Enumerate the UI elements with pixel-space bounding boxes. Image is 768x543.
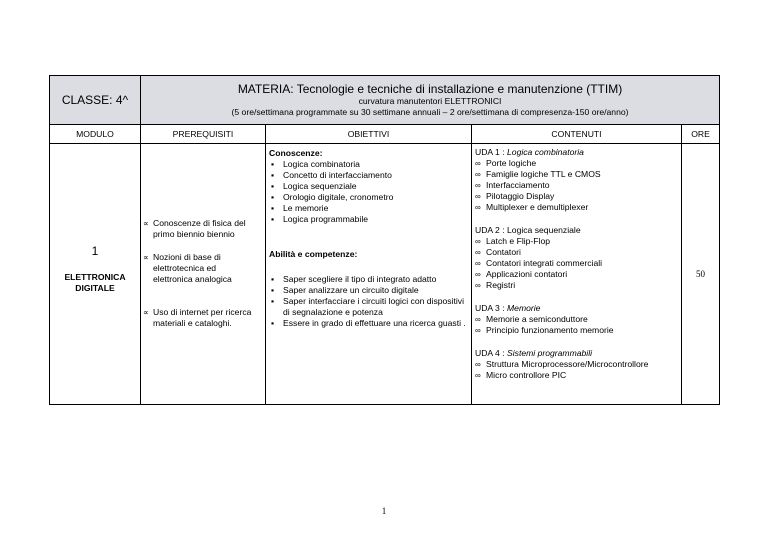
- conoscenze-title: Conoscenze:: [269, 148, 323, 158]
- modulo-cell: [50, 144, 141, 405]
- uda-list: [475, 314, 678, 336]
- list-item: [475, 325, 678, 336]
- list-item-text: Principio funzionamento memorie: [486, 325, 614, 335]
- uda-separator: :: [499, 348, 508, 358]
- list-item: [269, 285, 468, 296]
- list-item: [475, 247, 678, 258]
- prerequisite-item: [143, 307, 263, 329]
- uda-separator: :: [499, 147, 508, 157]
- list-item: [475, 158, 678, 169]
- list-item: [475, 180, 678, 191]
- list-item-text: Orologio digitale, cronometro: [283, 192, 394, 202]
- prerequisite-line: Conoscenze di fisica del: [153, 218, 246, 228]
- prerequisite-item: [143, 252, 263, 285]
- list-item-text: Struttura Microprocessore/Microcontrollore: [486, 359, 649, 369]
- prerequisite-line: elettronica analogica: [153, 274, 232, 284]
- infinity-bullet-icon: ∞: [475, 360, 481, 369]
- materia-title: MATERIA: Tecnologie e tecniche di installazione e manutenzione (TTIM): [237, 82, 623, 96]
- column-header-modulo: MODULO: [50, 125, 141, 144]
- square-bullet-icon: ▪: [271, 203, 275, 213]
- list-item: [475, 314, 678, 325]
- infinity-bullet-icon: ∞: [475, 326, 481, 335]
- list-item: [269, 192, 468, 203]
- infinity-bullet-icon: ∞: [475, 270, 481, 279]
- uda-block: [475, 348, 678, 381]
- prerequisite-item: [143, 218, 263, 240]
- square-bullet-icon: ▪: [271, 192, 275, 202]
- list-item-text: Logica programmabile: [283, 214, 369, 224]
- list-item: [475, 258, 678, 269]
- uda-topic: Logica sequenziale: [507, 225, 581, 235]
- list-item: [475, 359, 678, 370]
- square-bullet-icon: ▪: [271, 170, 275, 180]
- list-item-text: Contatori integrati commerciali: [486, 258, 603, 268]
- column-header-prerequisiti: PREREQUISITI: [141, 125, 266, 144]
- obiettivi-cell: [266, 144, 472, 405]
- list-item-text: Saper analizzare un circuito digitale: [283, 285, 419, 295]
- uda-separator: :: [499, 225, 508, 235]
- conoscenze-list: [269, 159, 468, 225]
- list-item: [269, 274, 468, 285]
- infinity-bullet-icon: ∞: [475, 159, 481, 168]
- infinity-bullet-icon: ∞: [475, 203, 481, 212]
- list-item: [269, 181, 468, 192]
- module-number: 1: [91, 244, 99, 258]
- proportional-icon: ∝: [143, 219, 149, 228]
- square-bullet-icon: ▪: [271, 296, 275, 306]
- materia-cell: [141, 76, 720, 125]
- infinity-bullet-icon: ∞: [475, 259, 481, 268]
- column-header-ore: ORE: [682, 125, 720, 144]
- module-name: [50, 272, 140, 294]
- uda-topic: Logica combinatoria: [507, 147, 584, 157]
- infinity-bullet-icon: ∞: [475, 371, 481, 380]
- list-item: [475, 269, 678, 280]
- uda-topic: Sistemi programmabili: [507, 348, 593, 358]
- prerequisiti-cell: [141, 144, 266, 405]
- list-item: [269, 170, 468, 181]
- prerequisite-line: Uso di internet per ricerca: [153, 307, 252, 317]
- ore-value: 50: [696, 269, 706, 279]
- list-item-text: Porte logiche: [486, 158, 537, 168]
- list-item-text: Essere in grado di effettuare una ricerca guasti .: [283, 318, 466, 328]
- prerequisite-line: elettrotecnica ed: [153, 263, 217, 273]
- list-item-text: Memorie a semiconduttore: [486, 314, 588, 324]
- module-name-line: DIGITALE: [75, 283, 115, 293]
- square-bullet-icon: ▪: [271, 159, 275, 169]
- list-item: [475, 370, 678, 381]
- list-item-text: Registri: [486, 280, 516, 290]
- list-item: [475, 202, 678, 213]
- infinity-bullet-icon: ∞: [475, 315, 481, 324]
- list-item-text: Pilotaggio Display: [486, 191, 555, 201]
- proportional-icon: ∝: [143, 253, 149, 262]
- uda-label: UDA 3: [475, 303, 500, 313]
- uda-block: [475, 147, 678, 213]
- prerequisite-line: primo biennio biennio: [153, 229, 235, 239]
- ore-info-text: (5 ore/settimana programmate su 30 settimane annuali – 2 ore/settimana di compresenza-150 ore/anno): [231, 107, 629, 117]
- list-item: [475, 236, 678, 247]
- classe-label: CLASSE: 4^: [61, 93, 129, 107]
- uda-heading: [475, 225, 678, 236]
- abilita-title: Abilità e competenze:: [269, 249, 358, 259]
- column-header-contenuti: CONTENUTI: [472, 125, 682, 144]
- list-item-text: Logica combinatoria: [283, 159, 360, 169]
- infinity-bullet-icon: ∞: [475, 170, 481, 179]
- prerequisite-line: materiali e cataloghi.: [153, 318, 232, 328]
- list-item-text: Saper interfacciare i circuiti logici con dispositivi di segnalazione e potenza: [283, 296, 465, 317]
- uda-heading: [475, 348, 678, 359]
- list-item-text: Micro controllore PIC: [486, 370, 567, 380]
- list-item: [269, 214, 468, 225]
- uda-topic: Memorie: [507, 303, 541, 313]
- list-item: [269, 159, 468, 170]
- infinity-bullet-icon: ∞: [475, 281, 481, 290]
- module-name-line: ELETTRONICA: [64, 272, 126, 282]
- infinity-bullet-icon: ∞: [475, 192, 481, 201]
- uda-list: [475, 359, 678, 381]
- list-item: [475, 169, 678, 180]
- uda-block: [475, 303, 678, 336]
- ore-cell: [682, 144, 720, 405]
- list-item: [475, 191, 678, 202]
- square-bullet-icon: ▪: [271, 181, 275, 191]
- list-item: [475, 280, 678, 291]
- header-row: [50, 76, 720, 125]
- list-item-text: Concetto di interfacciamento: [283, 170, 392, 180]
- list-item-text: Contatori: [486, 247, 521, 257]
- square-bullet-icon: ▪: [271, 274, 275, 284]
- page-number: 1: [381, 506, 387, 516]
- column-header-row: [50, 125, 720, 144]
- list-item-text: Applicazioni contatori: [486, 269, 568, 279]
- uda-label: UDA 4: [475, 348, 500, 358]
- uda-separator: :: [499, 303, 508, 313]
- proportional-icon: ∝: [143, 308, 149, 317]
- square-bullet-icon: ▪: [271, 285, 275, 295]
- uda-label: UDA 1: [475, 147, 500, 157]
- square-bullet-icon: ▪: [271, 318, 275, 328]
- list-item-text: Le memorie: [283, 203, 329, 213]
- infinity-bullet-icon: ∞: [475, 237, 481, 246]
- list-item: [269, 296, 468, 318]
- uda-heading: [475, 147, 678, 158]
- uda-list: [475, 236, 678, 291]
- list-item: [269, 318, 468, 329]
- list-item-text: Saper scegliere il tipo di integrato adatto: [283, 274, 437, 284]
- curvatura-text: curvatura manutentori ELETTRONICI: [358, 96, 502, 106]
- prerequisite-line: Nozioni di base di: [153, 252, 221, 262]
- program-table: [49, 75, 720, 405]
- list-item-text: Multiplexer e demultiplexer: [486, 202, 589, 212]
- infinity-bullet-icon: ∞: [475, 181, 481, 190]
- uda-block: [475, 225, 678, 291]
- uda-label: UDA 2: [475, 225, 500, 235]
- module-row: [50, 144, 720, 405]
- square-bullet-icon: ▪: [271, 214, 275, 224]
- contenuti-cell: [472, 144, 682, 405]
- uda-heading: [475, 303, 678, 314]
- list-item-text: Famiglie logiche TTL e CMOS: [486, 169, 601, 179]
- list-item-text: Logica sequenziale: [283, 181, 357, 191]
- infinity-bullet-icon: ∞: [475, 248, 481, 257]
- classe-cell: [50, 76, 141, 125]
- list-item-text: Interfacciamento: [486, 180, 550, 190]
- uda-list: [475, 158, 678, 213]
- list-item: [269, 203, 468, 214]
- list-item-text: Latch e Flip-Flop: [486, 236, 551, 246]
- abilita-list: [269, 274, 468, 329]
- column-header-obiettivi: OBIETTIVI: [266, 125, 472, 144]
